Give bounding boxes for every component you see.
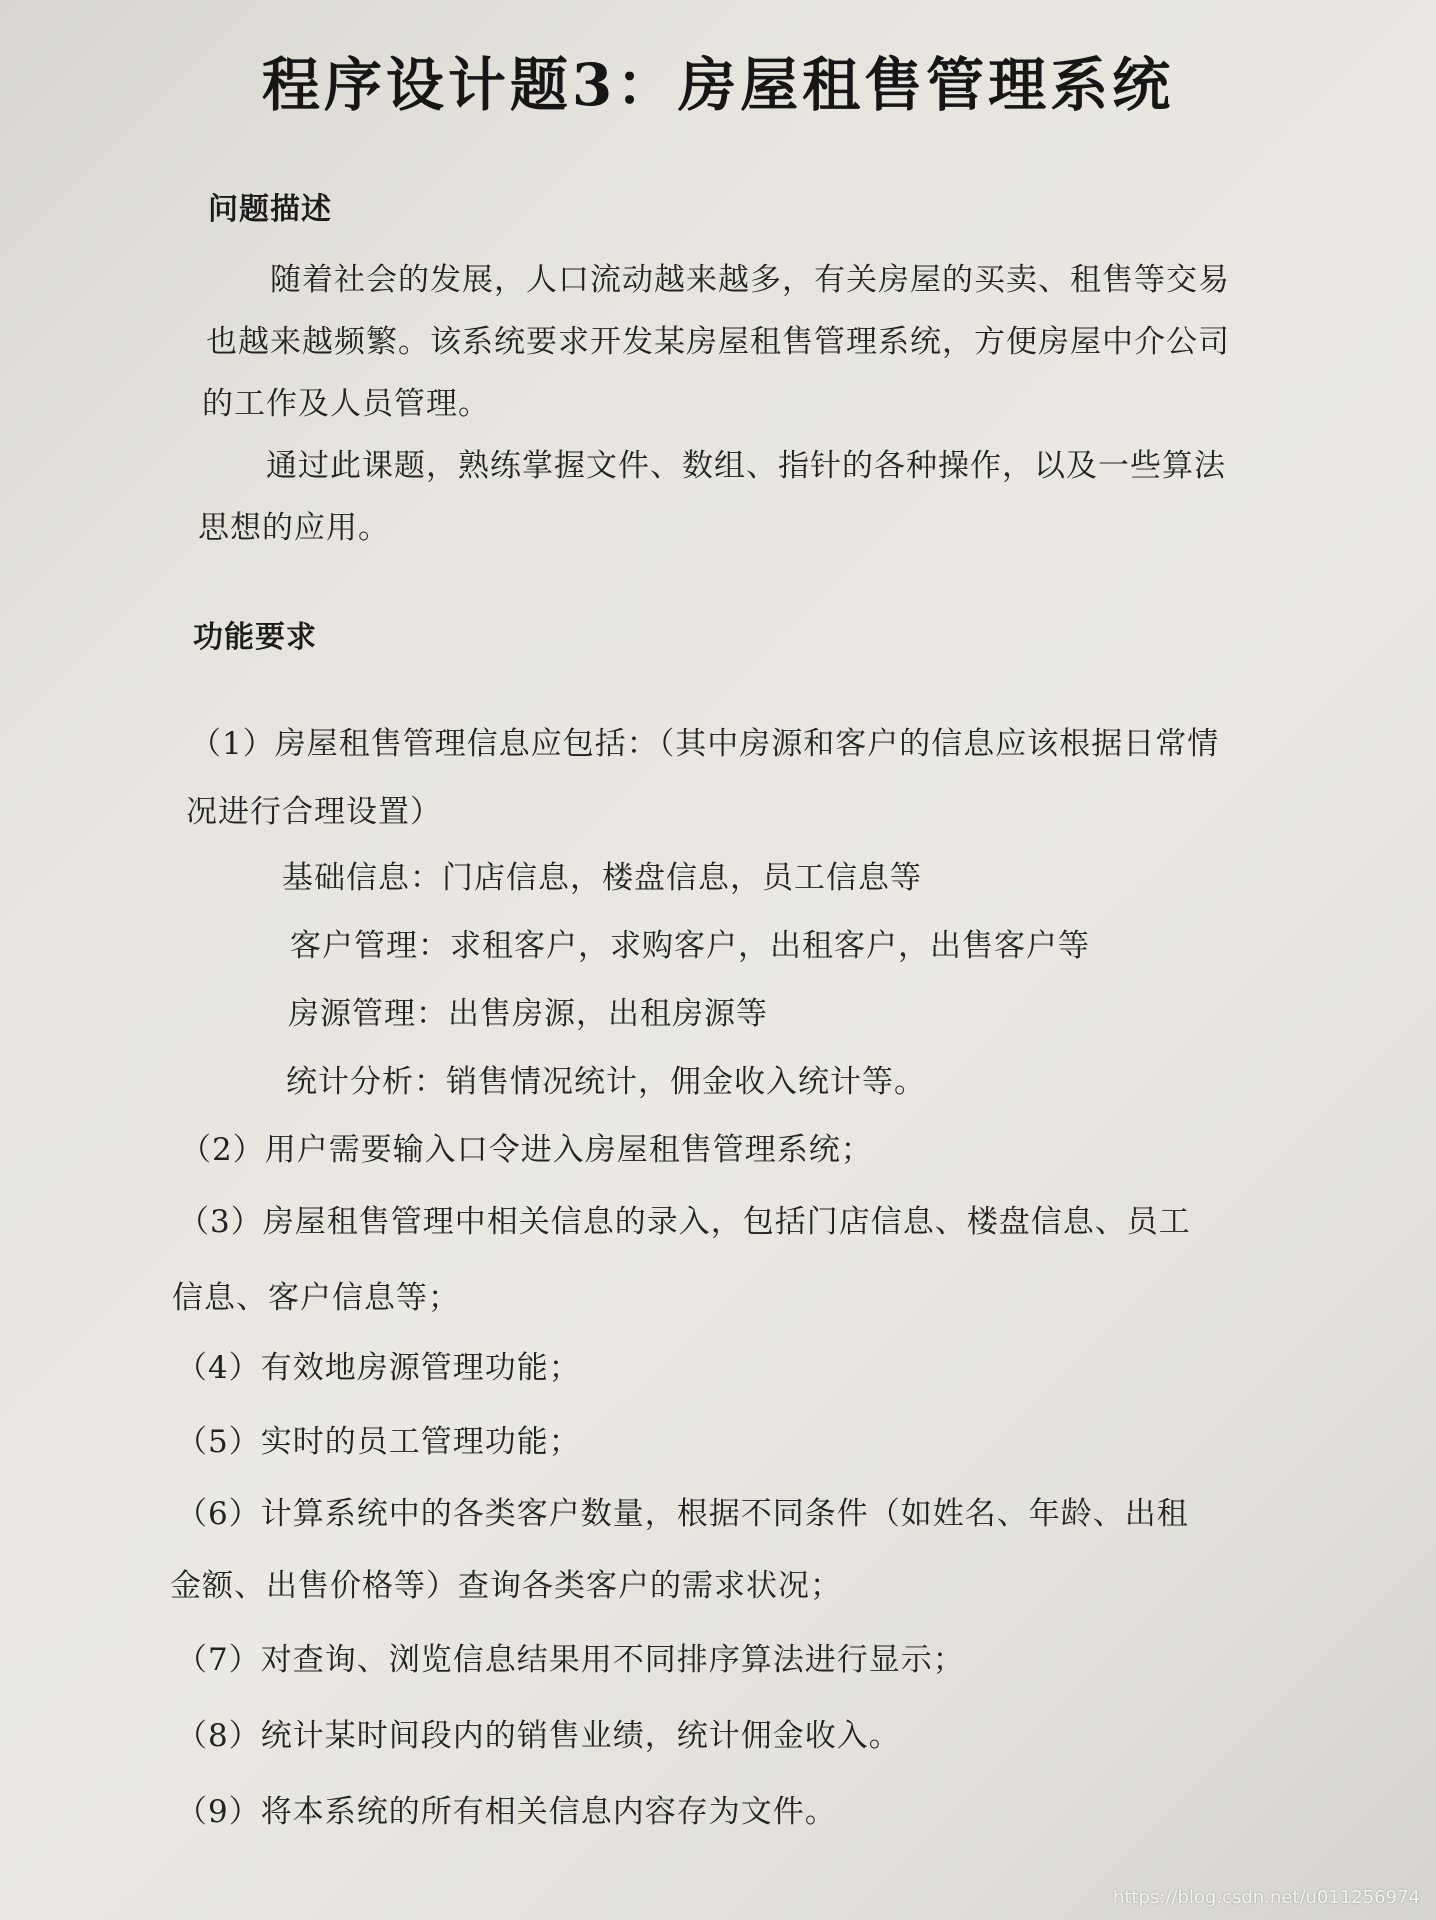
problem-description-line: 思想的应用。 bbox=[198, 510, 390, 546]
requirement-line: （5）实时的员工管理功能； bbox=[176, 1424, 581, 1460]
requirement-line: 统计分析：销售情况统计，佣金收入统计等。 bbox=[286, 1064, 926, 1100]
requirement-line: 况进行合理设置） bbox=[186, 794, 442, 830]
requirement-line: （1）房屋租售管理信息应包括：（其中房源和客户的信息应该根据日常情 bbox=[190, 726, 1220, 762]
requirement-line: （4）有效地房源管理功能； bbox=[176, 1350, 581, 1386]
requirement-line: 客户管理：求租客户，求购客户，出租客户，出售客户等 bbox=[290, 928, 1090, 964]
requirement-line: （2）用户需要输入口令进入房屋租售管理系统； bbox=[180, 1132, 873, 1168]
problem-description-heading: 问题描述 bbox=[208, 192, 332, 227]
problem-description-line: 的工作及人员管理。 bbox=[202, 386, 490, 422]
requirement-line: 信息、客户信息等； bbox=[172, 1280, 460, 1316]
problem-description-line: 也越来越频繁。该系统要求开发某房屋租售管理系统，方便房屋中介公司 bbox=[206, 324, 1230, 360]
problem-description-line: 随着社会的发展，人口流动越来越多，有关房屋的买卖、租售等交易 bbox=[270, 262, 1230, 298]
requirement-line: 房源管理：出售房源，出租房源等 bbox=[288, 996, 768, 1032]
document-title: 程序设计题3：房屋租售管理系统 bbox=[261, 51, 1175, 119]
requirement-line: 金额、出售价格等）查询各类客户的需求状况； bbox=[170, 1568, 842, 1604]
requirement-line: （9）将本系统的所有相关信息内容存为文件。 bbox=[176, 1794, 837, 1830]
requirement-line: （7）对查询、浏览信息结果用不同排序算法进行显示； bbox=[176, 1642, 965, 1678]
functional-requirements-heading: 功能要求 bbox=[193, 620, 317, 655]
requirement-line: （3）房屋租售管理中相关信息的录入，包括门店信息、楼盘信息、员工 bbox=[178, 1204, 1191, 1240]
requirement-line: （8）统计某时间段内的销售业绩，统计佣金收入。 bbox=[176, 1718, 901, 1754]
requirement-line: （6）计算系统中的各类客户数量，根据不同条件（如姓名、年龄、出租 bbox=[176, 1496, 1189, 1532]
requirement-line: 基础信息：门店信息，楼盘信息，员工信息等 bbox=[282, 860, 922, 896]
problem-description-line: 通过此课题，熟练掌握文件、数组、指针的各种操作，以及一些算法 bbox=[266, 448, 1226, 484]
watermark-url: https://blog.csdn.net/u011256974 bbox=[1112, 1887, 1420, 1908]
